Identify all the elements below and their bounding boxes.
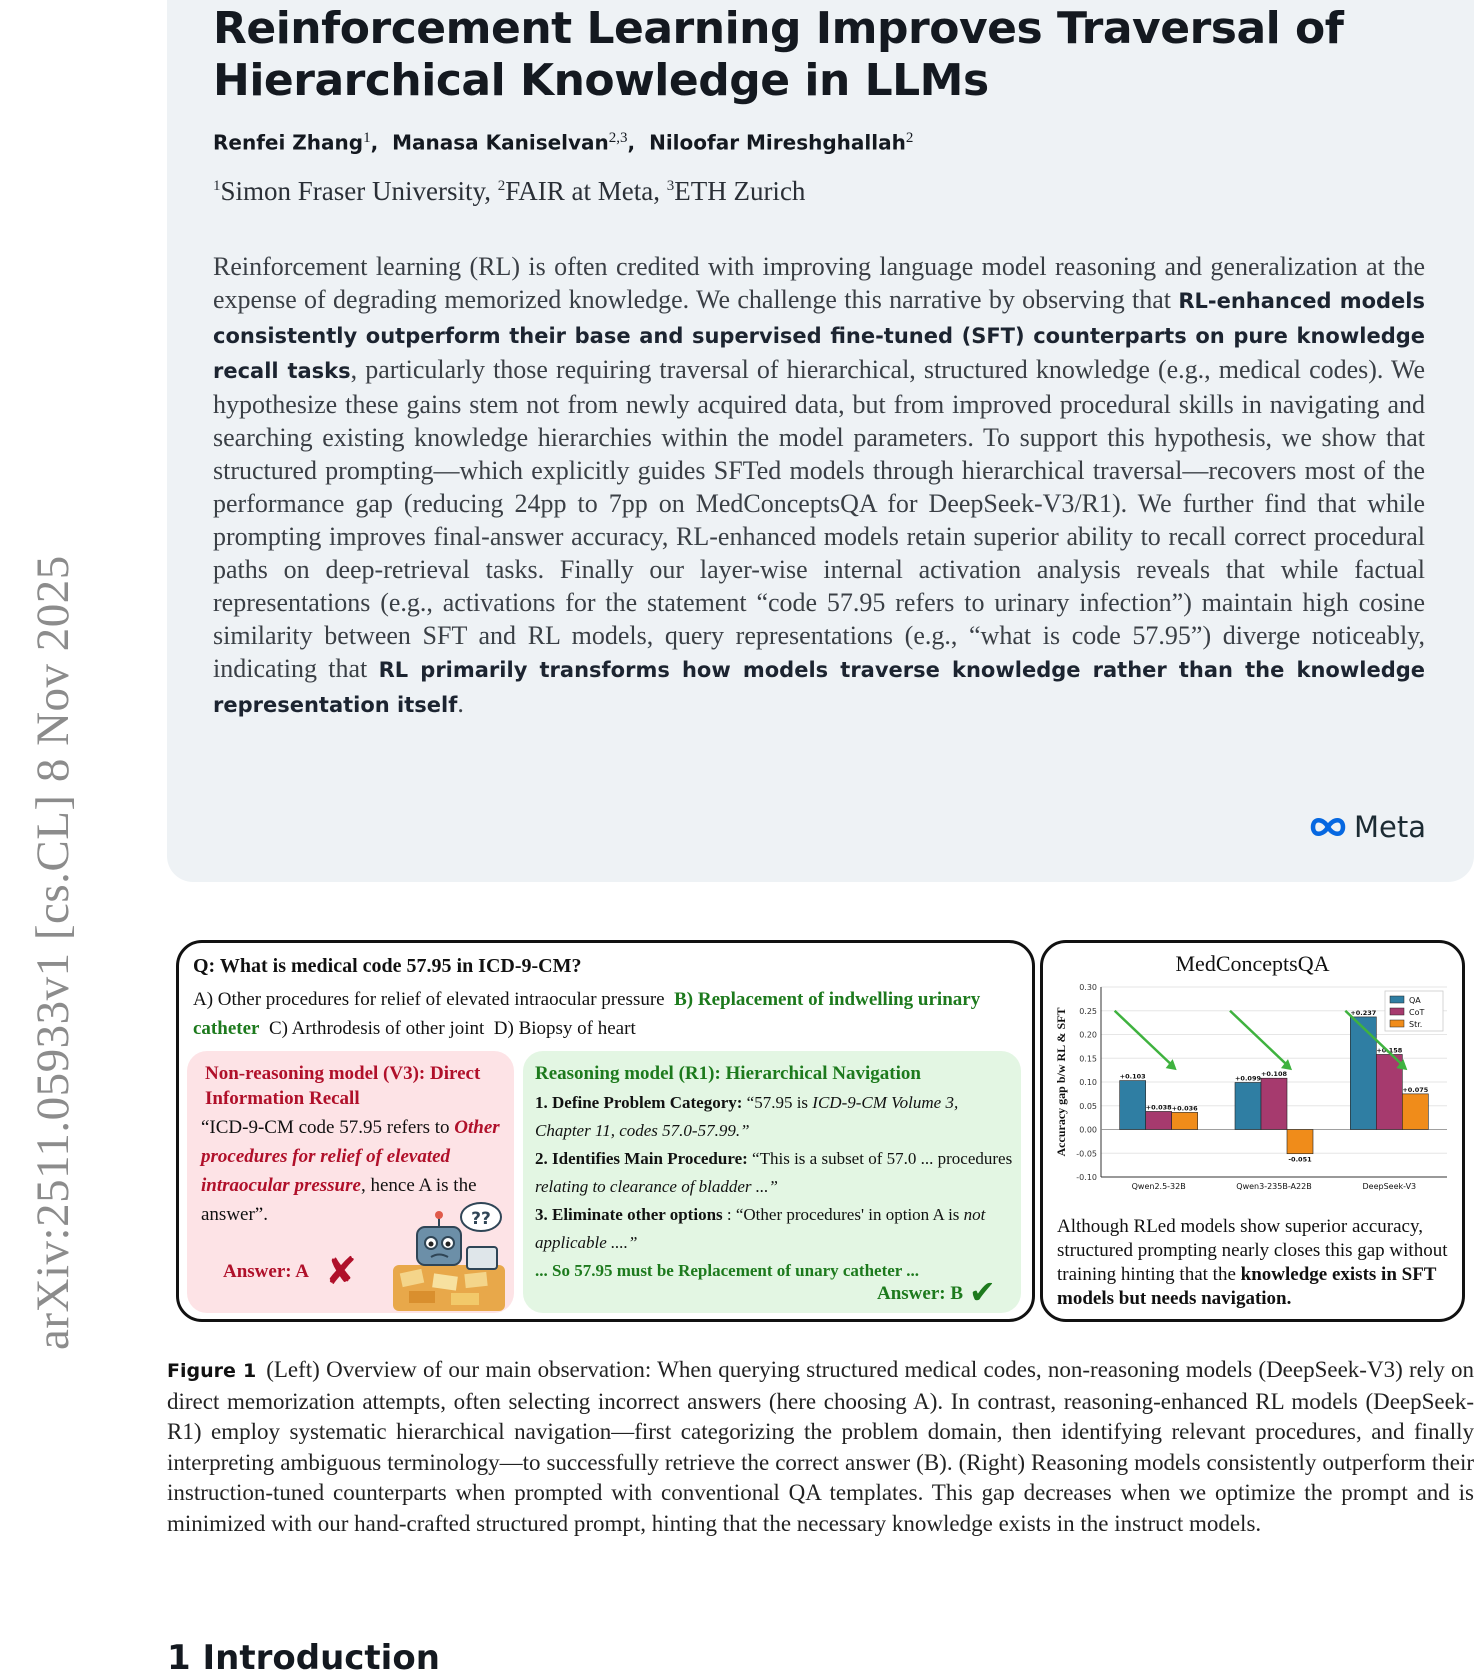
- author-list: Renfei Zhang$^1$, Manasa Kaniselvan$^{2,3}$, Niloofar Mireshghallah$^2$: [213, 130, 914, 155]
- chart-title: MedConceptsQA: [1175, 951, 1330, 976]
- abstract-highlight: RL-enhanced models consistently outperform their base and supervised fine-tuned (SFT) counterparts on pure knowledge recall tasks: [213, 289, 1425, 383]
- affiliation-list: $^1$Simon Fraser University, $^2$FAIR at Meta, $^3$ETH Zurich: [213, 176, 806, 206]
- reasoning-step: 2. Identifies Main Procedure: “This is a subset of 57.0 ... procedures relating to clearance of bladder ...”: [535, 1149, 1013, 1196]
- abstract-highlight: RL primarily transforms how models traverse knowledge rather than the knowledge representation itself: [213, 658, 1425, 717]
- x-tick-label: DeepSeek-V3: [1362, 1182, 1417, 1191]
- y-tick-label: 0.30: [1079, 983, 1097, 992]
- figure-caption: [167, 1355, 1474, 1539]
- legend-swatch: [1390, 1008, 1404, 1015]
- data-label: +0.036: [1171, 1104, 1198, 1113]
- data-label: +0.108: [1260, 1070, 1288, 1079]
- reasoning-answer: Answer: B: [877, 1283, 964, 1304]
- legend-label: QA: [1409, 996, 1421, 1005]
- non-reasoning-box: [187, 1051, 514, 1313]
- figure-label: Figure 1: [167, 1360, 257, 1382]
- reasoning-steps: [535, 1089, 1013, 1285]
- y-tick-label: -0.05: [1076, 1149, 1097, 1159]
- paper-title: Reinforcement Learning Improves Traversal of Hierarchical Knowledge in LLMs: [213, 3, 1344, 106]
- data-label: +0.103: [1119, 1072, 1146, 1081]
- legend-label: CoT: [1409, 1008, 1425, 1017]
- non-reasoning-answer: Answer: A: [223, 1261, 310, 1282]
- non-reasoning-title: Non-reasoning model (V3): Direct Information Recall: [205, 1063, 481, 1109]
- svg-text:??: ??: [471, 1209, 491, 1229]
- abstract: Reinforcement learning (RL) is often credited with improving language model reasoning and generalization at the expense of degrading memorized knowledge. We challenge this narrative by observing that RL-enhanced models consistently outperform their base and supervised fine-tuned (SFT) counterparts on pure knowledge recall tasks, particularly those requiring traversal of hierarchical, structured knowledge (e.g., medical codes). We hypothesize these gains stem not from newly acquired data, but from improved procedural skills in navigating and searching existing knowledge hierarchies within the model parameters. To support this hypothesis, we show that structured prompting—which explicitly guides SFTed models through hierarchical traversal—recovers most of the performance gap (reducing 24pp to 7pp on MedConceptsQA for DeepSeek-V3/R1). We further find that while prompting improves final-answer accuracy, RL-enhanced models retain superior ability to recall correct procedural paths on deep-retrieval tasks. Finally our layer-wise internal activation analysis reveals that while factual representations (e.g., activations for the statement “code 57.95 refers to urinary infection”) maintain high cosine similarity between SFT and RL models, query representations (e.g., “what is code 57.95”) diverge noticeably, indicating that RL primarily transforms how models traverse knowledge rather than the knowledge representation itself.: [213, 252, 1425, 718]
- trend-arrow: [1115, 1011, 1175, 1068]
- trend-arrow: [1230, 1011, 1290, 1068]
- bar: [1261, 1078, 1287, 1129]
- meta-logo: [1308, 810, 1426, 844]
- affiliation: FAIR at Meta: [505, 176, 654, 206]
- option-d: D) Biopsy of heart: [493, 1018, 636, 1039]
- data-label: +0.075: [1402, 1085, 1429, 1094]
- bar: [1235, 1082, 1261, 1129]
- reasoning-title: Reasoning model (R1): Hierarchical Navigation: [535, 1063, 921, 1084]
- y-tick-label: 0.20: [1079, 1030, 1097, 1040]
- legend-label: Str.: [1409, 1020, 1423, 1029]
- option-b-correct: B) Replacement of indwelling urinary catheter: [193, 989, 981, 1039]
- author-name: Niloofar Mireshghallah: [649, 130, 906, 155]
- bar: [1287, 1130, 1313, 1154]
- bar: [1146, 1111, 1172, 1129]
- y-axis-label: Accuracy gap b/w RL & SFT: [1054, 1007, 1068, 1157]
- author-affil-sup: 1: [363, 130, 371, 146]
- author-name: Renfei Zhang: [213, 130, 364, 155]
- affiliation: Simon Fraser University: [220, 176, 485, 206]
- legend-swatch: [1390, 1020, 1404, 1027]
- option-a: A) Other procedures for relief of elevated intraocular pressure: [193, 989, 665, 1010]
- wrong-cross-icon: ✘: [325, 1249, 357, 1293]
- question: Q: What is medical code 57.95 in ICD-9-CM?: [193, 955, 582, 977]
- answer-options: [193, 985, 1013, 1043]
- y-tick-label: 0.25: [1079, 1006, 1097, 1016]
- meta-infinity-icon: [1308, 815, 1348, 839]
- y-tick-label: 0.15: [1079, 1054, 1097, 1064]
- bar: [1172, 1112, 1198, 1129]
- x-tick-label: Qwen3-235B-A22B: [1236, 1182, 1312, 1191]
- y-tick-label: 0.10: [1079, 1078, 1097, 1087]
- bar: [1402, 1094, 1428, 1130]
- affiliation: ETH Zurich: [674, 176, 806, 206]
- confused-robot-illustration: [393, 1201, 505, 1311]
- reasoning-step: 3. Eliminate other options : “Other procedures' in option A is not applicable ....”: [535, 1205, 986, 1252]
- section-heading: 1 Introduction: [167, 1638, 440, 1678]
- chart-caption: Although RLed models show superior accuracy, structured prompting nearly closes this gap without training hinting that the knowledge exists in SFT models but needs navigation.: [1057, 1216, 1448, 1309]
- arxiv-identifier: arXiv:2511.05933v1 [cs.CL] 8 Nov 2025: [27, 555, 79, 1350]
- data-label: +0.099: [1234, 1074, 1262, 1083]
- bar: [1120, 1081, 1146, 1130]
- author-affil-sup: 2,3: [608, 130, 628, 146]
- correct-check-icon: ✔: [969, 1273, 996, 1311]
- data-label: +0.038: [1145, 1103, 1172, 1112]
- data-label: +0.237: [1350, 1008, 1377, 1017]
- y-tick-label: 0.00: [1079, 1125, 1097, 1135]
- reasoning-step: 1. Define Problem Category: “57.95 is ICD-9-CM Volume 3, Chapter 11, codes 57.0-57.99.”: [535, 1093, 959, 1140]
- figure-left-panel: [176, 940, 1035, 1322]
- bar: [1350, 1017, 1376, 1130]
- bar-chart: [1049, 979, 1456, 1215]
- reasoning-box: [523, 1051, 1021, 1313]
- legend-swatch: [1390, 996, 1404, 1003]
- non-reasoning-quote: “ICD-9-CM code 57.95 refers to Other procedures for relief of elevated intraocular pressure, hence A is the answer”.: [201, 1117, 500, 1225]
- author-name: Manasa Kaniselvan: [392, 130, 609, 155]
- option-c: C) Arthrodesis of other joint: [268, 1018, 485, 1039]
- x-tick-label: Qwen2.5-32B: [1131, 1182, 1186, 1191]
- data-label: -0.051: [1288, 1155, 1312, 1164]
- figure-caption-text: (Left) Overview of our main observation: When querying structured medical codes, non-reasoning models (DeepSeek-V3) rely on direct memorization attempts, often selecting incorrect answers (here choosing A). In contrast, reasoning-enhanced RL models (DeepSeek-R1) employ systematic hierarchical navigation—first categorizing the problem domain, then identifying relevant procedures, and finally interpreting ambiguous terminology—to successfully retrieve the correct answer (B). (Right) Reasoning models consistently outperform their instruction-tuned counterparts when prompted with conventional QA templates. This gap decreases when we optimize the prompt and is minimized with our hand-crafted structured prompt, hinting that the necessary knowledge exists in the instruct models.: [167, 1357, 1474, 1536]
- author-affil-sup: 2: [905, 130, 914, 146]
- reasoning-conclusion: ... So 57.95 must be Replacement of unary catheter ...: [535, 1261, 920, 1280]
- figure-right-panel: [1040, 940, 1465, 1322]
- meta-logo-text: Meta: [1354, 810, 1427, 844]
- y-tick-label: 0.05: [1079, 1101, 1097, 1111]
- data-label: +0.158: [1376, 1046, 1403, 1055]
- y-tick-label: -0.10: [1076, 1173, 1097, 1182]
